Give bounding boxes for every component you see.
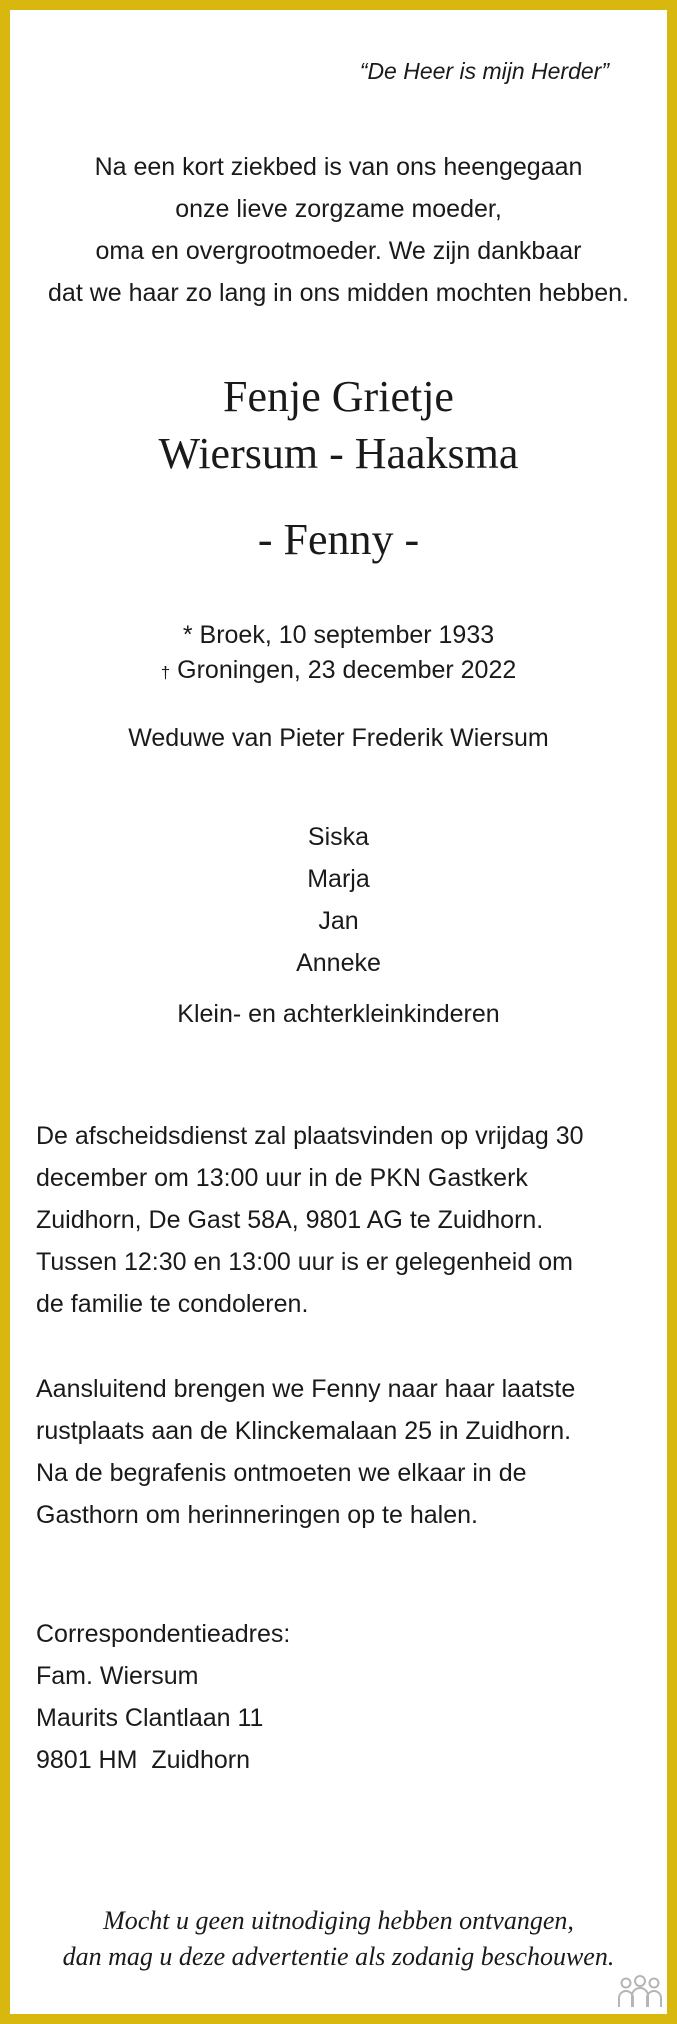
deceased-name bbox=[10, 368, 667, 482]
correspondence-address bbox=[36, 1613, 656, 1781]
death-date: Groningen, 23 december 2022 bbox=[177, 656, 517, 684]
grandchildren-line: Klein- en achterkleinkinderen bbox=[177, 1000, 500, 1028]
child-name: Anneke bbox=[296, 949, 381, 977]
child-name: Jan bbox=[318, 907, 359, 935]
burial-line: Na de begrafenis ontmoeten we elkaar in de bbox=[36, 1459, 527, 1487]
closing-line: Mocht u geen uitnodiging hebben ontvangen, bbox=[103, 1906, 574, 1935]
surname: Wiersum - Haaksma bbox=[158, 429, 519, 478]
service-line: Zuidhorn, De Gast 58A, 9801 AG te Zuidhorn. bbox=[36, 1206, 544, 1234]
burial-line: Aansluitend brengen we Fenny naar haar laatste bbox=[36, 1375, 576, 1403]
dagger-icon: † bbox=[160, 663, 171, 682]
intro-line: Na een kort ziekbed is van ons heengegaan bbox=[94, 153, 583, 181]
intro-line: onze lieve zorgzame moeder, bbox=[175, 195, 502, 223]
intro-line: oma en overgrootmoeder. We zijn dankbaar bbox=[95, 237, 582, 265]
first-names: Fenje Grietje bbox=[223, 372, 454, 421]
life-dates bbox=[10, 618, 667, 690]
nickname: - Fenny - bbox=[257, 515, 420, 564]
address-line: 9801 HM Zuidhorn bbox=[36, 1746, 251, 1774]
service-line: de familie te condoleren. bbox=[36, 1290, 309, 1318]
motto-quote: “De Heer is mijn Herder” bbox=[359, 58, 609, 84]
burial-paragraph bbox=[36, 1368, 656, 1536]
child-name: Marja bbox=[307, 865, 370, 893]
child-name: Siska bbox=[307, 823, 370, 851]
address-line: Fam. Wiersum bbox=[36, 1662, 199, 1690]
service-paragraph bbox=[36, 1115, 656, 1325]
children-list bbox=[10, 816, 667, 984]
death-line bbox=[10, 653, 667, 690]
widow-line: Weduwe van Pieter Frederik Wiersum bbox=[128, 724, 549, 752]
address-line: Maurits Clantlaan 11 bbox=[36, 1704, 264, 1732]
closing-line: dan mag u deze advertentie als zodanig beschouwen. bbox=[62, 1942, 615, 1971]
service-line: december om 13:00 uur in de PKN Gastkerk bbox=[36, 1164, 528, 1192]
burial-line: rustplaats aan de Klinckemalaan 25 in Zuidhorn. bbox=[36, 1417, 572, 1445]
birth-symbol: * bbox=[182, 621, 193, 649]
birth-date: Broek, 10 september 1933 bbox=[199, 621, 495, 649]
intro-text bbox=[10, 146, 667, 314]
burial-line: Gasthorn om herinneringen op te halen. bbox=[36, 1501, 478, 1529]
service-line: De afscheidsdienst zal plaatsvinden op vrijdag 30 bbox=[36, 1122, 584, 1150]
birth-line bbox=[10, 618, 667, 653]
service-line: Tussen 12:30 en 13:00 uur is er gelegenheid om bbox=[36, 1248, 573, 1276]
people-group-icon bbox=[617, 1974, 663, 2010]
closing-note bbox=[10, 1903, 667, 1975]
address-line: Correspondentieadres: bbox=[36, 1620, 291, 1648]
intro-line: dat we haar zo lang in ons midden mochten hebben. bbox=[48, 279, 629, 307]
